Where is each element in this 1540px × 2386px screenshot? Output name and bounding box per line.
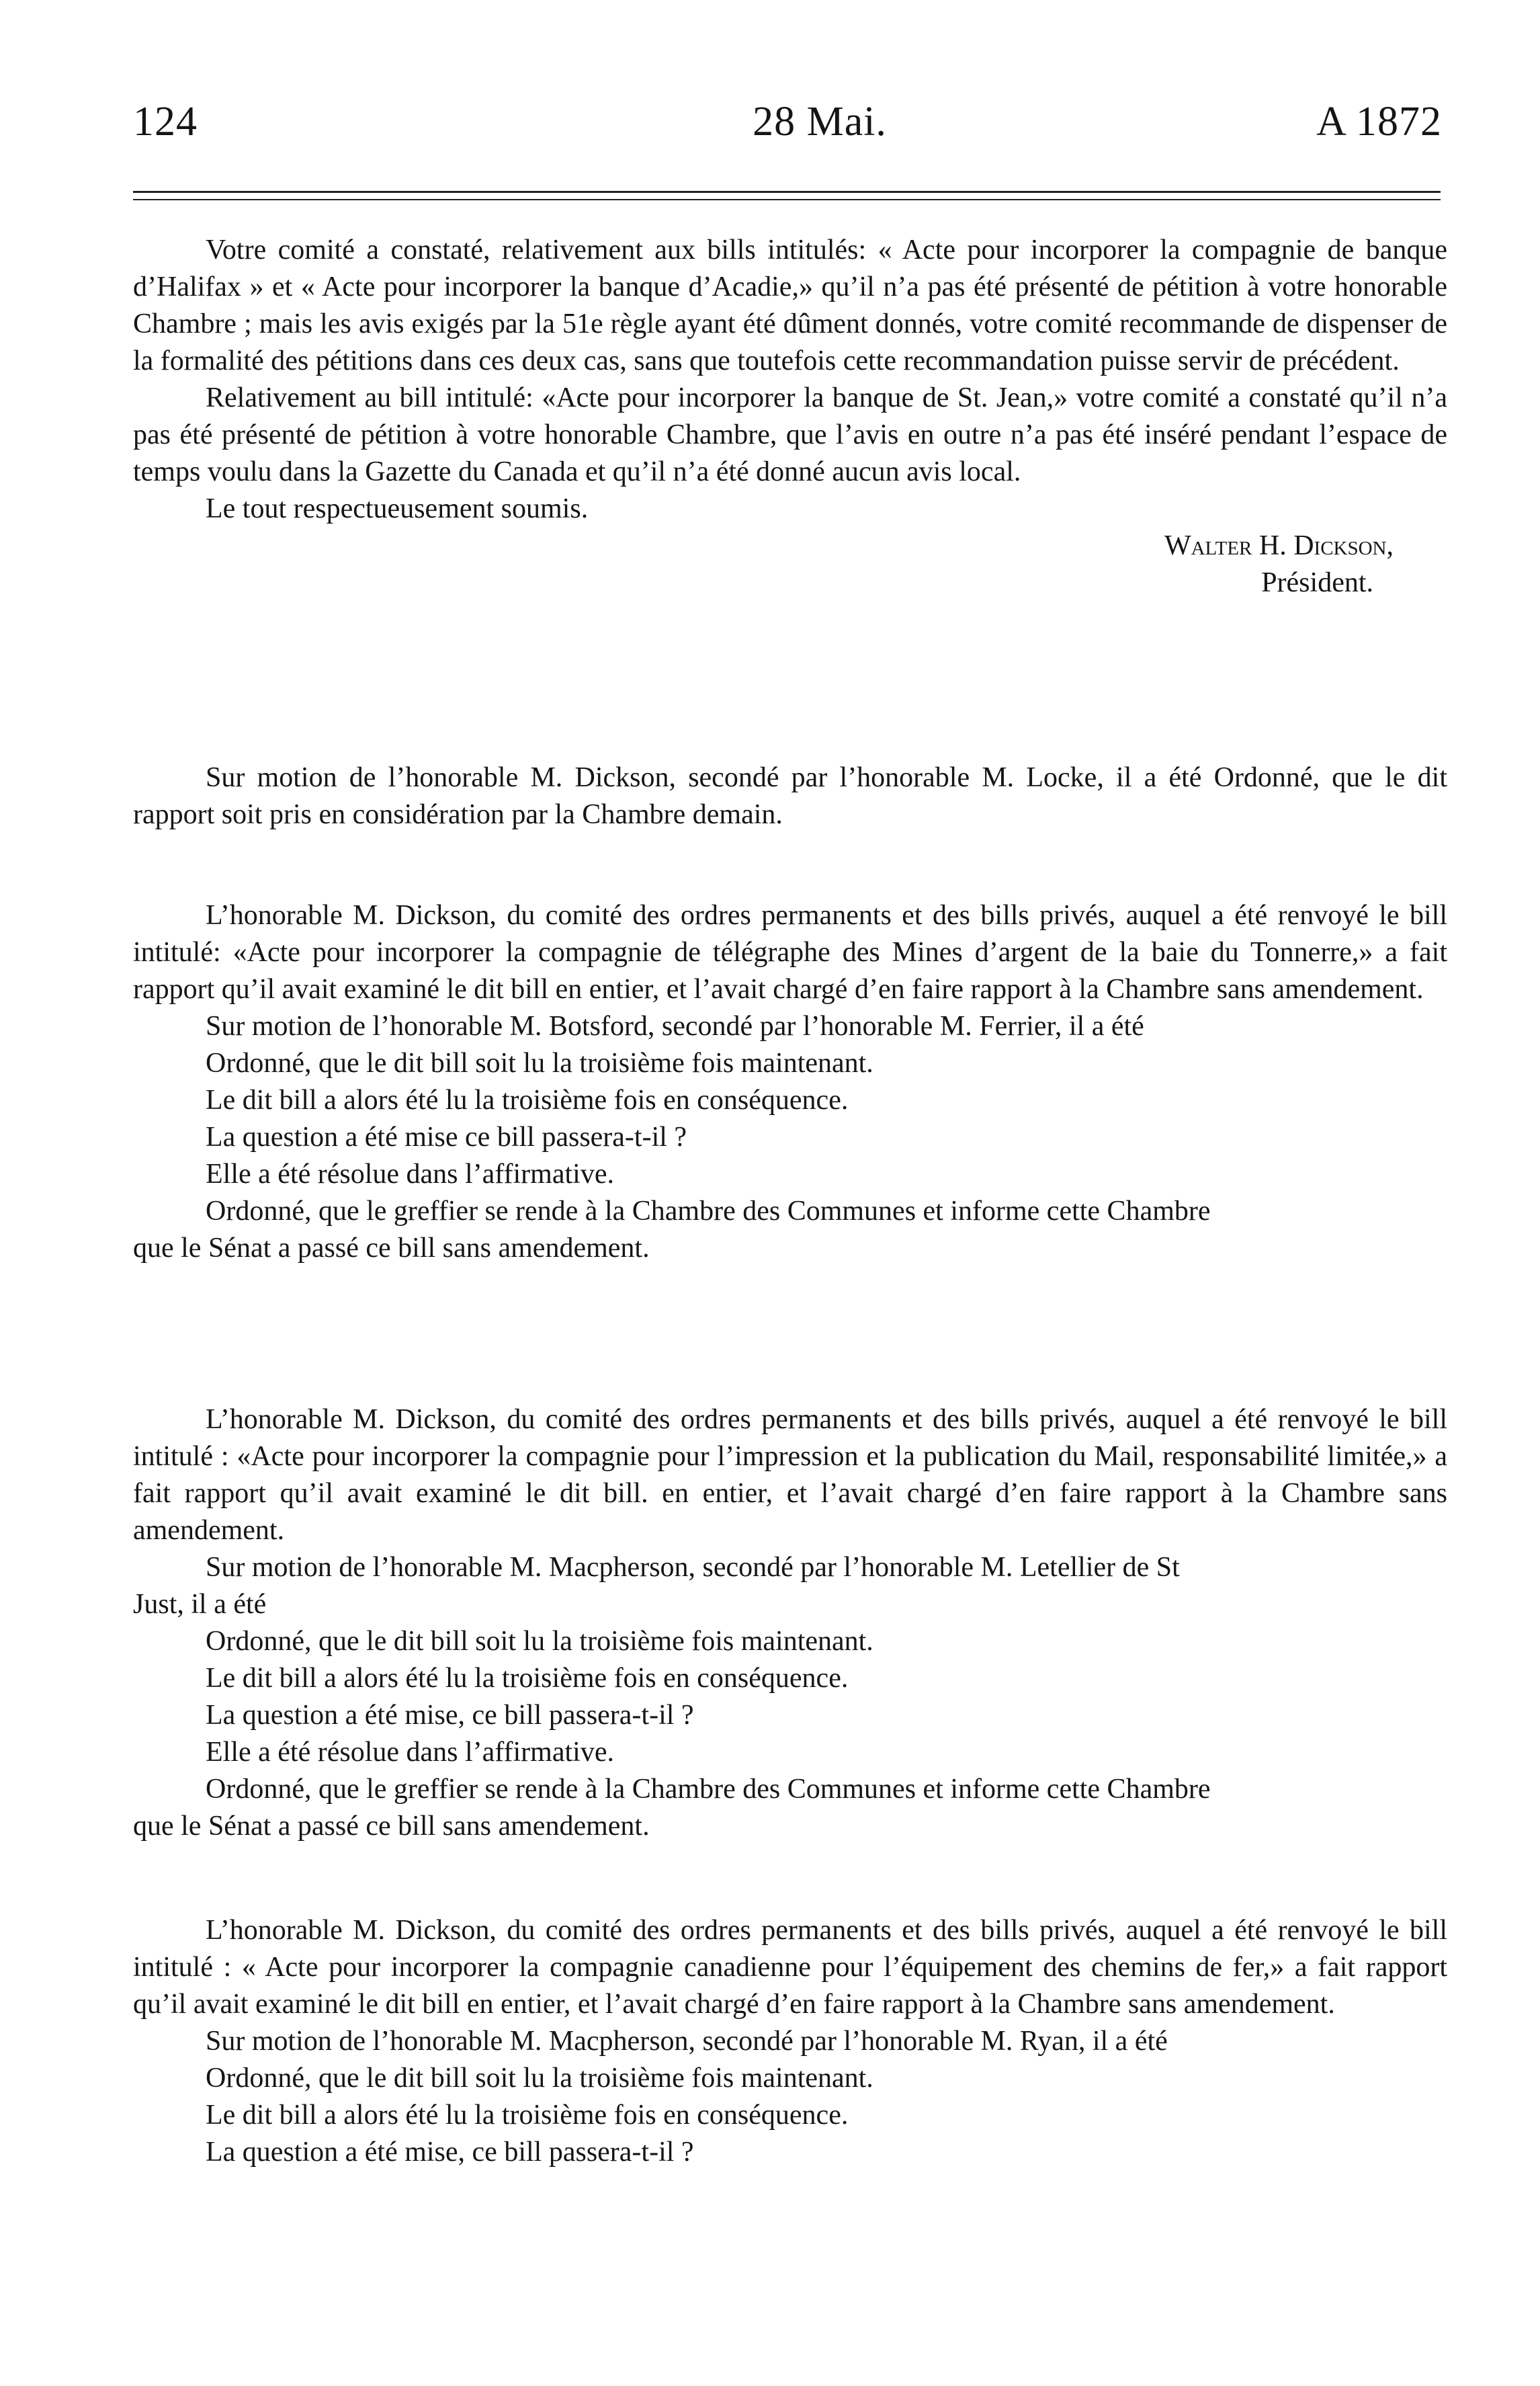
motion-paragraph: Sur motion de l’honorable M. Dickson, secondé par l’honorable M. Locke, il a été Ordonné, que le dit rapport soit pris en considération par la Chambre demain. — [133, 762, 1447, 830]
page-date: 28 Mai. — [753, 99, 887, 145]
report-paragraph-2: Relativement au bill intitulé: «Acte pour incorporer la banque de St. Jean,» votre comité a constaté qu’il n’a pas été présenté de pétition à votre honorable Chambre, que l’avis en outre n’a pas été inséré pendant l’espace de temps voulu dans la Gazette du Canada et qu’il n’a été donné aucun avis local. — [133, 382, 1447, 487]
mail-third-reading: Le dit bill a alors été lu la troisième fois en conséquence. — [206, 1663, 849, 1694]
mail-report: L’honorable M. Dickson, du comité des ordres permanents et des bills privés, auquel a été renvoyé le bill intitulé : «Acte pour incorporer la compagnie pour l’impression et la publication du Mail, responsabilité limitée,» a fait rapport qu’il avait examiné le dit bill. en entier, et l’avait chargé d’en faire rapport à la Chambre sans amendement. — [133, 1404, 1447, 1546]
telegraph-motion: Sur motion de l’honorable M. Botsford, secondé par l’honorable M. Ferrier, il a été — [206, 1011, 1144, 1042]
telegraph-bill-section — [133, 897, 1447, 1267]
railway-report: L’honorable M. Dickson, du comité des ordres permanents et des bills privés, auquel a été renvoyé le bill intitulé : « Acte pour incorporer la compagnie canadienne pour l’équipement des chemins de fer,» a fait rapport qu’il avait examiné le dit bill en entier, et l’avait chargé d’en faire rapport à la Chambre sans amendement. — [133, 1915, 1447, 2020]
report-paragraph-1: Votre comité a constaté, relativement aux bills intitulés: « Acte pour incorporer la compagnie de banque d’Halifax » et « Acte pour incorporer la banque d’Acadie,» qu’il n’a pas été présenté de pétition à votre honorable Chambre ; mais les avis exigés par la 51e règle ayant été dûment donnés, votre comité recommande de dispenser de la formalité des pétitions dans ces deux cas, sans que toutefois cette recommandation puisse servir de précédent. — [133, 235, 1447, 376]
page-number: 124 — [133, 99, 198, 145]
railway-question: La question a été mise, ce bill passera-t-il ? — [206, 2137, 694, 2168]
telegraph-question: La question a été mise ce bill passera-t-il ? — [206, 1122, 687, 1153]
railway-ordered: Ordonné, que le dit bill soit lu la troisième fois maintenant. — [206, 2063, 873, 2094]
telegraph-report: L’honorable M. Dickson, du comité des ordres permanents et des bills privés, auquel a été renvoyé le bill intitulé: «Acte pour incorporer la compagnie de télégraphe des Mines d’argent de la baie du Tonnerre,» a fait rapport qu’il avait examiné le dit bill en entier, et l’avait chargé d’en faire rapport à la Chambre sans amendement. — [133, 900, 1447, 1005]
report-motion — [133, 759, 1447, 833]
mail-ordered-2-cont: que le Sénat a passé ce bill sans amendement. — [133, 1811, 650, 1842]
header-rule-bottom — [133, 199, 1441, 200]
mail-ordered-2: Ordonné, que le greffier se rende à la Chambre des Communes et informe cette Chambre — [206, 1774, 1211, 1805]
telegraph-ordered: Ordonné, que le dit bill soit lu la troisième fois maintenant. — [206, 1048, 873, 1079]
telegraph-resolved: Elle a été résolue dans l’affirmative. — [206, 1159, 614, 1190]
signature-name: Walter H. Dickson, — [1164, 530, 1394, 561]
mail-question: La question a été mise, ce bill passera-t-il ? — [206, 1700, 694, 1731]
telegraph-ordered-2-cont: que le Sénat a passé ce bill sans amendement. — [133, 1233, 650, 1264]
report-paragraph-3: Le tout respectueusement soumis. — [206, 493, 589, 524]
mail-motion: Sur motion de l’honorable M. Macpherson, secondé par l’honorable M. Letellier de St — [206, 1552, 1180, 1583]
mail-bill-section — [133, 1401, 1447, 1845]
mail-ordered: Ordonné, que le dit bill soit lu la troisième fois maintenant. — [206, 1626, 873, 1657]
railway-motion: Sur motion de l’honorable M. Macpherson, secondé par l’honorable M. Ryan, il a été — [206, 2026, 1168, 2057]
telegraph-third-reading: Le dit bill a alors été lu la troisième fois en conséquence. — [206, 1085, 849, 1116]
telegraph-ordered-2: Ordonné, que le greffier se rende à la Chambre des Communes et informe cette Chambre — [206, 1196, 1211, 1227]
mail-resolved: Elle a été résolue dans l’affirmative. — [206, 1737, 614, 1768]
mail-motion-cont: Just, il a été — [133, 1589, 267, 1620]
header-rule-top — [133, 191, 1441, 193]
railway-third-reading: Le dit bill a alors été lu la troisième fois en conséquence. — [206, 2100, 849, 2131]
page-year: A 1872 — [1316, 99, 1442, 145]
signature-title: Président. — [1261, 567, 1373, 598]
committee-report — [133, 232, 1447, 602]
railway-bill-section — [133, 1912, 1447, 2171]
